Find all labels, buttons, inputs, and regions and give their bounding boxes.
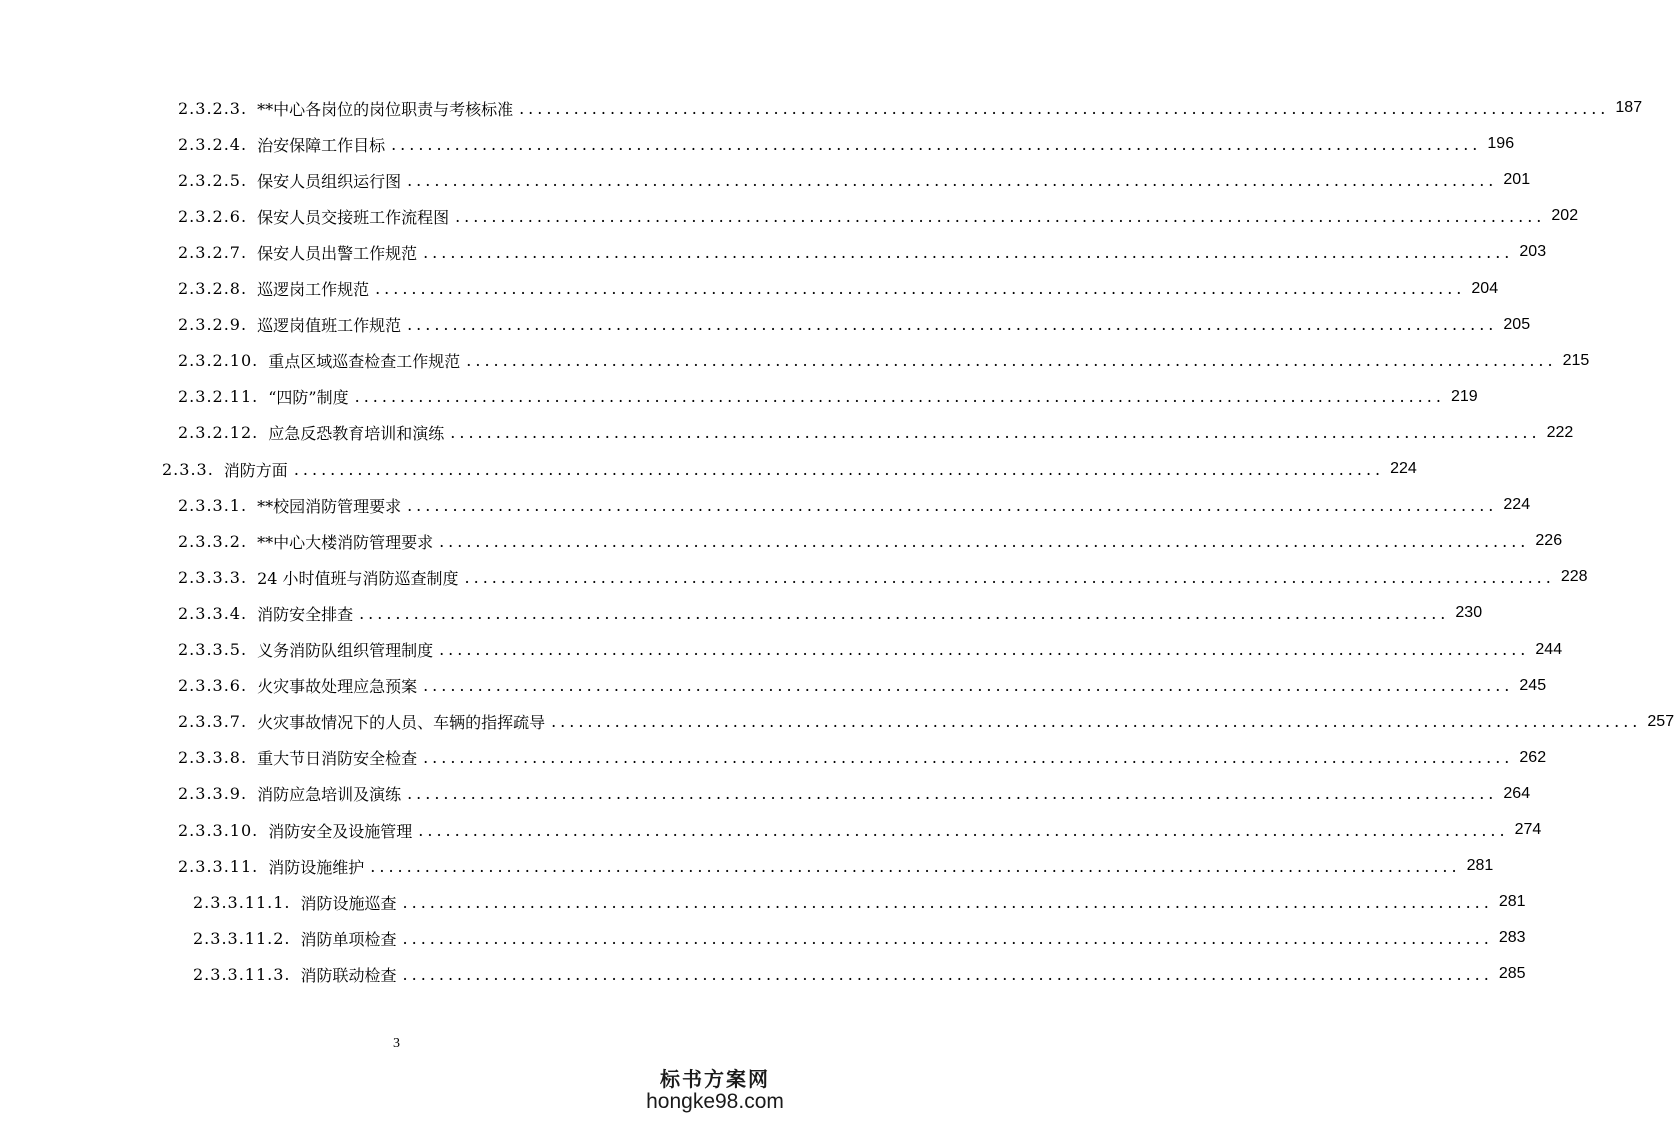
toc-leader-dots: ........................................................................................................................ bbox=[370, 856, 1461, 876]
toc-entry-page: 283 bbox=[1498, 929, 1526, 947]
toc-entry-title: 保安人员交接班工作流程图 bbox=[257, 207, 450, 227]
toc-leader-dots: ........................................................................................................................ bbox=[439, 531, 1530, 551]
toc-entry[interactable] bbox=[178, 307, 1531, 343]
toc-entry-title: 巡逻岗工作规范 bbox=[257, 280, 370, 299]
toc-entry-page: 264 bbox=[1503, 784, 1531, 802]
toc-entry-title: 保安人员出警工作规范 bbox=[257, 243, 418, 263]
toc-entry-title: 火灾事故处理应急预案 bbox=[257, 677, 418, 697]
toc-entry-page: 224 bbox=[1503, 496, 1531, 514]
toc-leader-dots: ........................................................................................................................ bbox=[423, 748, 1514, 768]
toc-entry-number: 2.3.3.2. bbox=[178, 531, 248, 551]
toc-entry[interactable] bbox=[178, 415, 1574, 451]
toc-entry[interactable] bbox=[178, 487, 1531, 523]
toc-entry-page: 244 bbox=[1535, 640, 1563, 658]
toc-entry-page: 202 bbox=[1551, 207, 1579, 225]
toc-leader-dots: ........................................................................................................................ bbox=[359, 603, 1450, 623]
toc-entry-page: 222 bbox=[1546, 423, 1574, 441]
toc-entry-title: 治安保障工作目标 bbox=[257, 135, 386, 155]
toc-entry[interactable] bbox=[178, 632, 1563, 668]
toc-entry-title: 重大节日消防安全检查 bbox=[257, 749, 418, 769]
toc-entry[interactable] bbox=[178, 848, 1494, 884]
toc-entry[interactable] bbox=[193, 920, 1526, 956]
toc-entry[interactable] bbox=[178, 271, 1499, 307]
toc-leader-dots: ........................................................................................................................ bbox=[375, 279, 1466, 298]
toc-entry-number: 2.3.3.7. bbox=[178, 712, 248, 732]
toc-leader-dots: ........................................................................................................................ bbox=[418, 820, 1509, 840]
toc-entry-title: **中心大楼消防管理要求 bbox=[257, 532, 434, 552]
toc-entry-number: 2.3.3.1. bbox=[178, 495, 248, 515]
toc-entry-page: 196 bbox=[1487, 135, 1515, 153]
toc-entry-title: 应急反恐教育培训和演练 bbox=[268, 424, 445, 444]
toc-entry-page: 203 bbox=[1519, 243, 1547, 261]
toc-entry-number: 2.3.3.9. bbox=[178, 784, 248, 804]
toc-entry-title: 24 小时值班与消防巡查制度 bbox=[257, 568, 459, 588]
toc-leader-dots: ........................................................................................................................ bbox=[402, 964, 1493, 984]
toc-entry-number: 2.3.2.4. bbox=[178, 134, 248, 154]
toc-entry[interactable] bbox=[178, 812, 1542, 848]
toc-entry-page: 274 bbox=[1514, 821, 1542, 838]
toc-leader-dots: ........................................................................................................................ bbox=[354, 387, 1445, 407]
toc-leader-dots: ........................................................................................................................ bbox=[402, 928, 1493, 948]
toc-entry[interactable] bbox=[178, 776, 1531, 812]
toc-leader-dots: ........................................................................................................................ bbox=[466, 351, 1557, 371]
toc-entry-number: 2.3.3.10. bbox=[178, 820, 259, 840]
toc-entry[interactable] bbox=[178, 740, 1547, 776]
toc-entry-title: “四防”制度 bbox=[268, 388, 349, 408]
toc-entry-page: 281 bbox=[1466, 857, 1494, 875]
toc-entry-page: 215 bbox=[1562, 351, 1590, 369]
toc-entry-number: 2.3.2.8. bbox=[178, 279, 248, 298]
toc-entry-number: 2.3.3.5. bbox=[178, 640, 248, 659]
toc-leader-dots: ........................................................................................................................ bbox=[551, 712, 1642, 732]
toc-entry-page: 245 bbox=[1519, 676, 1547, 694]
toc-entry[interactable] bbox=[178, 90, 1643, 126]
toc-entry-number: 2.3.2.6. bbox=[178, 206, 248, 226]
toc-entry-title: 重点区域巡查检查工作规范 bbox=[268, 352, 461, 372]
toc-entry[interactable] bbox=[178, 704, 1674, 740]
toc-entry[interactable] bbox=[178, 559, 1588, 595]
toc-entry-title: 消防联动检查 bbox=[300, 965, 397, 985]
toc-entry-number: 2.3.3.4. bbox=[178, 603, 248, 623]
toc-leader-dots: ........................................................................................................................ bbox=[391, 134, 1482, 154]
toc-entry-page: 262 bbox=[1519, 748, 1547, 766]
watermark-url: hongke98.com bbox=[646, 1090, 784, 1113]
toc-entry-title: 消防安全及设施管理 bbox=[268, 821, 413, 841]
toc-entry-title: **校园消防管理要求 bbox=[257, 496, 402, 516]
toc-leader-dots: ........................................................................................................................ bbox=[439, 640, 1530, 659]
toc-leader-dots: ........................................................................................................................ bbox=[407, 315, 1498, 335]
toc-leader-dots: ........................................................................................................................ bbox=[407, 170, 1498, 190]
toc-entry[interactable] bbox=[178, 343, 1590, 379]
toc-entry-title: 消防安全排查 bbox=[257, 604, 354, 624]
page-number: 3 bbox=[393, 1036, 400, 1051]
toc-entry-title: 消防单项检查 bbox=[300, 929, 397, 949]
toc-entry-page: 228 bbox=[1560, 568, 1588, 586]
toc-entry-number: 2.3.2.9. bbox=[178, 315, 248, 335]
toc-entry[interactable] bbox=[178, 234, 1547, 270]
toc-entry-title: 巡逻岗值班工作规范 bbox=[257, 316, 402, 336]
toc-entry-number: 2.3.2.7. bbox=[178, 242, 248, 262]
toc-entry[interactable] bbox=[178, 126, 1515, 162]
toc-leader-dots: ........................................................................................................................ bbox=[402, 892, 1493, 912]
toc-entry-page: 205 bbox=[1503, 315, 1531, 333]
toc-entry-number: 2.3.2.10. bbox=[178, 351, 259, 371]
toc-entry-number: 2.3.3. bbox=[162, 459, 214, 479]
toc-entry-title: 消防应急培训及演练 bbox=[257, 785, 402, 805]
toc-entry[interactable] bbox=[178, 523, 1563, 559]
toc-entry-number: 2.3.2.5. bbox=[178, 170, 248, 190]
watermark bbox=[640, 1068, 790, 1113]
toc-leader-dots: ........................................................................................................................ bbox=[450, 423, 1541, 443]
watermark-chinese: 标书方案网 bbox=[660, 1067, 770, 1091]
toc-entry[interactable] bbox=[162, 451, 1417, 487]
toc-leader-dots: ........................................................................................................................ bbox=[293, 459, 1385, 479]
toc-entry-page: 219 bbox=[1450, 387, 1478, 405]
toc-entry-page: 281 bbox=[1498, 893, 1526, 911]
toc-entry-title: 义务消防队组织管理制度 bbox=[257, 641, 434, 660]
toc-entry-page: 201 bbox=[1503, 171, 1531, 189]
toc-leader-dots: ........................................................................................................................ bbox=[519, 98, 1610, 118]
toc-entry[interactable] bbox=[178, 198, 1579, 234]
toc-entry-title: 保安人员组织运行图 bbox=[257, 171, 402, 191]
toc-leader-dots: ........................................................................................................................ bbox=[455, 206, 1546, 226]
toc-entry-page: 285 bbox=[1498, 965, 1526, 983]
toc-entry-number: 2.3.3.3. bbox=[178, 567, 248, 587]
toc-entry-title: 消防方面 bbox=[223, 460, 288, 480]
toc-entry-number: 2.3.3.11.1. bbox=[193, 892, 291, 912]
toc-entry-title: 消防设施维护 bbox=[268, 857, 365, 877]
toc-entry-page: 257 bbox=[1647, 712, 1674, 730]
toc-entry-number: 2.3.2.3. bbox=[178, 98, 248, 118]
toc-entry[interactable] bbox=[178, 595, 1483, 631]
toc-leader-dots: ........................................................................................................................ bbox=[423, 676, 1514, 696]
toc-entry-number: 2.3.3.11. bbox=[178, 856, 259, 876]
toc-entry-page: 230 bbox=[1455, 604, 1483, 622]
toc-entry[interactable] bbox=[178, 379, 1478, 415]
toc-leader-dots: ........................................................................................................................ bbox=[464, 567, 1555, 587]
toc-entry-number: 2.3.2.12. bbox=[178, 423, 259, 443]
toc-entry-page: 204 bbox=[1471, 279, 1499, 297]
toc-leader-dots: ........................................................................................................................ bbox=[407, 784, 1498, 804]
toc-entry-number: 2.3.3.8. bbox=[178, 748, 248, 768]
toc-leader-dots: ........................................................................................................................ bbox=[423, 242, 1514, 262]
toc-entry[interactable] bbox=[193, 956, 1526, 992]
toc-entry[interactable] bbox=[178, 162, 1531, 198]
toc-entry-number: 2.3.2.11. bbox=[178, 387, 259, 407]
toc-entry-page: 187 bbox=[1615, 99, 1643, 116]
toc-entry-number: 2.3.3.11.2. bbox=[193, 928, 291, 948]
toc-entry-number: 2.3.3.11.3. bbox=[193, 964, 291, 984]
toc-leader-dots: ........................................................................................................................ bbox=[407, 495, 1498, 515]
toc-entry-title: 火灾事故情况下的人员、车辆的指挥疏导 bbox=[257, 713, 546, 733]
toc-entry[interactable] bbox=[178, 668, 1547, 704]
toc-entry-number: 2.3.3.6. bbox=[178, 676, 248, 696]
toc-entry-page: 224 bbox=[1390, 460, 1417, 477]
toc-entry-title: **中心各岗位的岗位职责与考核标准 bbox=[257, 99, 514, 119]
toc-entry[interactable] bbox=[193, 884, 1526, 920]
toc-entry-title: 消防设施巡查 bbox=[300, 893, 397, 913]
toc-entry-page: 226 bbox=[1535, 532, 1563, 550]
